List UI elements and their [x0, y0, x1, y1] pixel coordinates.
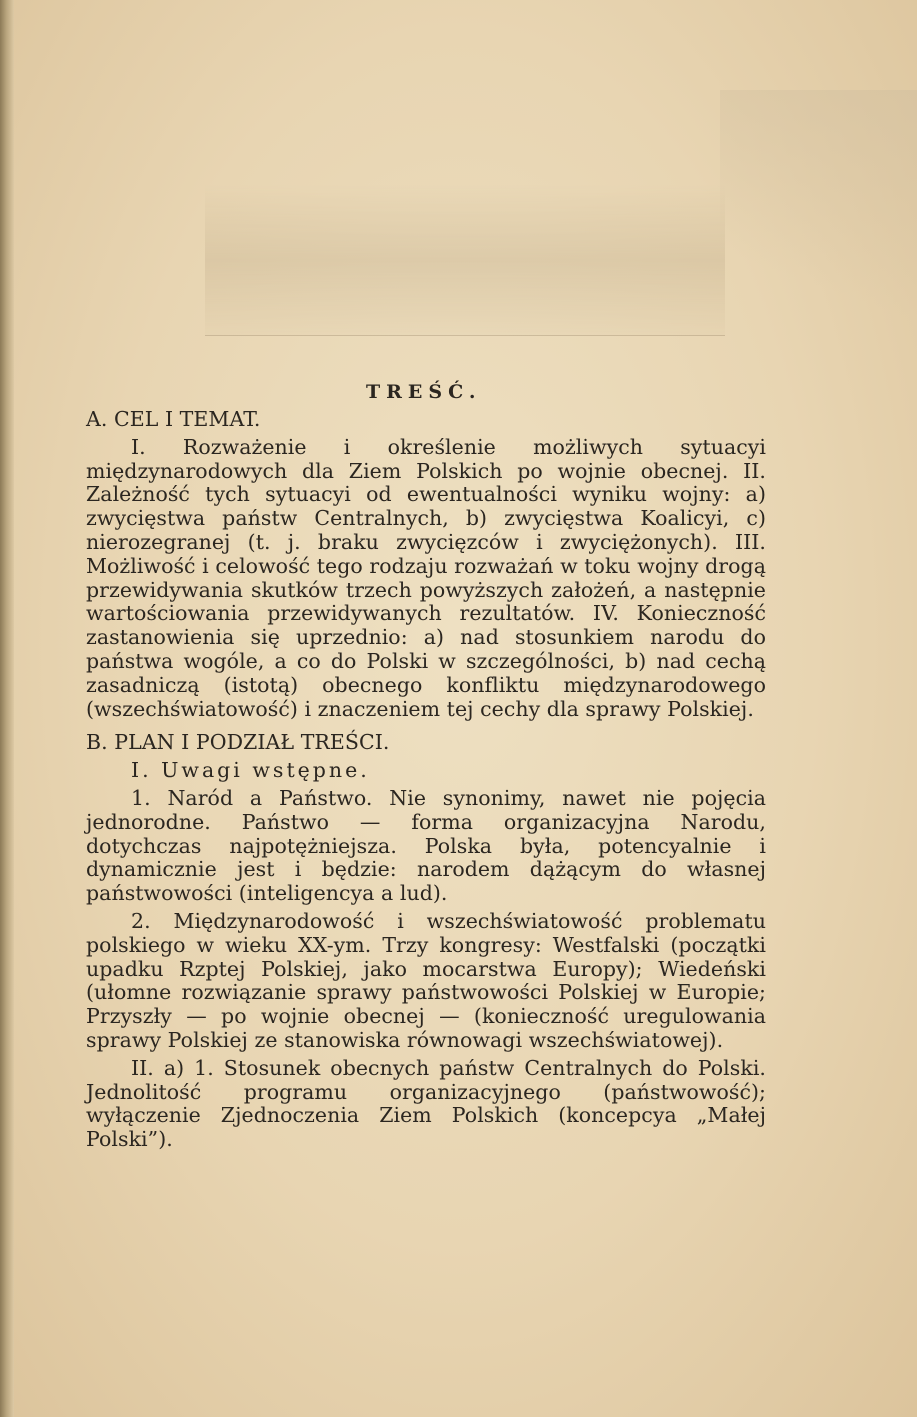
page-spine-edge	[0, 0, 14, 1417]
paper-stain	[205, 185, 725, 336]
section-b-point-1: 1. Naród a Państwo. Nie synonimy, nawet nie pojęcia jednorodne. Państwo — forma organizacyjna Narodu, dotychczas najpotężniejsza. Polska była, potencyalnie i dynamicznie jest i będzie: narodem dążącym do własnej państwowości (inteligencya a lud).	[86, 785, 766, 906]
section-a-paragraph: I. Rozważenie i określenie możliwych sytuacyi międzynarodowych dla Ziem Polskich po wojnie obecnej. II. Zależność tych sytuacyi od ewentualności wyniku wojny: a) zwycięstwa państw Centralnych, b) zwycięstwa Koalicyi, c) nierozegranej (t. j. braku zwycięzców i zwyciężonych). III. Możliwość i celowość tego rodzaju rozważań w toku wojny drogą przewidywania skutków trzech powyższych założeń, a następnie wartościowania przewidywanych rezultatów. IV. Konieczność zastanowienia się uprzednio: a) nad stosunkiem narodu do państwa wogóle, a co do Polski w szczególności, b) nad cechą zasadniczą (istotą) obecnego konfliktu międzynarodowego (wszechświatowość) i znaczeniem tej cechy dla sprawy Polskiej.	[86, 434, 766, 721]
section-b-title: B. PLAN I PODZIAŁ TREŚCI.	[86, 730, 390, 755]
section-b-subtitle: I. Uwagi wstępne.	[131, 758, 370, 783]
section-b-point-2: 2. Międzynarodowość i wszechświatowość problematu polskiego w wieku XX-ym. Trzy kongresy: Westfalski (początki upadku Rzptej Polskiej, jako mocarstwa Europy); Wiedeński (ułomne rozwiązanie sprawy państwowości Polskiej w Europie; Przyszły — po wojnie obecnej — (konieczność uregulowania sprawy Polskiej ze stanowiska równowagi wszechświatowej).	[86, 908, 766, 1052]
section-b-point-3: II. a) 1. Stosunek obecnych państw Centralnych do Polski. Jednolitość programu organizacyjnego (państwowość); wyłączenie Zjednoczenia Ziem Polskich (koncepcya „Małej Polski”).	[86, 1055, 766, 1152]
contents-text	[86, 378, 766, 1152]
paper-corner-stain	[720, 90, 917, 350]
page-heading: TREŚĆ.	[366, 381, 482, 403]
section-a-title: A. CEL I TEMAT.	[86, 407, 261, 431]
